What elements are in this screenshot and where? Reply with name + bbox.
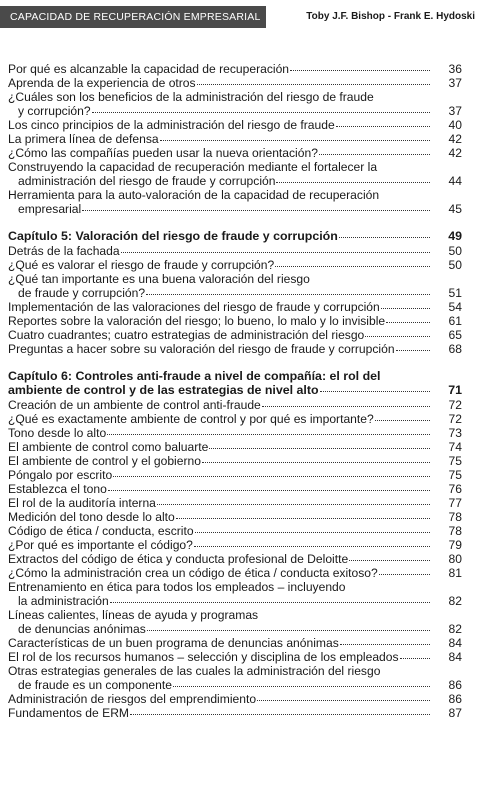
toc-line — [8, 622, 464, 636]
dot-leader — [147, 621, 430, 631]
toc-entry-title: Entrenamiento en ética para todos los empleados – incluyendo — [8, 580, 346, 594]
toc-entry-title: Póngalo por escrito — [8, 468, 113, 482]
toc-line — [8, 244, 464, 258]
page-number: 49 — [448, 229, 462, 243]
toc-entry-title: ¿Qué tan importante es una buena valoración del riesgo — [8, 272, 310, 286]
toc-entry-title: Medición del tono desde lo alto — [8, 510, 175, 524]
toc-line — [8, 160, 464, 174]
dot-leader — [386, 313, 430, 323]
toc-line — [8, 229, 464, 243]
page-number: 82 — [448, 594, 462, 608]
toc-line — [8, 314, 464, 328]
toc-entry — [8, 272, 464, 300]
dot-leader — [365, 327, 430, 337]
toc-entry — [8, 510, 464, 524]
toc-entry — [8, 76, 464, 90]
toc-line — [8, 524, 464, 538]
toc-entry-title: Capítulo 6: Controles anti-fraude a nivel de compañía: el rol del — [8, 369, 381, 383]
toc-entry-title: y corrupción? — [18, 104, 91, 118]
dot-leader — [275, 257, 430, 267]
toc-entry-title: Características de un buen programa de denuncias anónimas — [8, 636, 339, 650]
toc-entry-title: de fraude es un componente — [18, 678, 172, 692]
toc-entry-title: Líneas calientes, líneas de ayuda y programas — [8, 608, 259, 622]
dot-leader — [320, 382, 430, 392]
dot-leader — [209, 439, 430, 449]
dot-leader — [336, 117, 430, 127]
page-number: 44 — [448, 174, 462, 188]
toc-line — [8, 566, 464, 580]
toc-entry — [8, 692, 464, 706]
dot-leader — [319, 145, 430, 155]
page-number: 76 — [448, 482, 462, 496]
page-number: 42 — [448, 132, 462, 146]
toc-entry-title: Extractos del código de ética y conducta profesional de Deloitte — [8, 552, 349, 566]
toc-line — [8, 468, 464, 482]
dot-leader — [157, 495, 430, 505]
toc-entry-title: Detrás de la fachada — [8, 244, 120, 258]
toc-line — [8, 118, 464, 132]
toc-entry-title: Otras estrategias generales de las cuales la administración del riesgo — [8, 664, 381, 678]
dot-leader — [340, 635, 430, 645]
toc-entry-title: ¿Qué es exactamente ambiente de control y por qué es importante? — [8, 412, 374, 426]
toc-entry — [8, 608, 464, 636]
page-number: 50 — [448, 244, 462, 258]
toc-line — [8, 678, 464, 692]
toc-entry-title: Construyendo la capacidad de recuperación mediante el fortalecer la — [8, 160, 378, 174]
toc-line — [8, 300, 464, 314]
page-number: 68 — [448, 342, 462, 356]
toc-entry — [8, 524, 464, 538]
authors: Toby J.F. Bishop - Frank E. Hydoski — [306, 11, 475, 22]
toc-entry — [8, 454, 464, 468]
toc-entry-title: la administración — [18, 594, 109, 608]
toc-line — [8, 496, 464, 510]
page-number: 36 — [448, 62, 462, 76]
toc-entry-title: Preguntas a hacer sobre su valoración del riesgo de fraude y corrupción — [8, 342, 395, 356]
toc-entry — [8, 62, 464, 76]
toc-entry-title: ¿Cuáles son los beneficios de la administración del riesgo de fraude — [8, 90, 374, 104]
toc-entry — [8, 90, 464, 118]
toc-line — [8, 482, 464, 496]
toc-line — [8, 552, 464, 566]
toc-entry-title: ¿Cómo las compañías pueden usar la nueva orientación? — [8, 146, 318, 160]
toc-line — [8, 440, 464, 454]
dot-leader — [107, 425, 430, 435]
dot-leader — [195, 523, 430, 533]
toc-line — [8, 90, 464, 104]
dot-leader — [349, 551, 430, 561]
toc-line — [8, 412, 464, 426]
dot-leader — [396, 341, 430, 351]
toc-line — [8, 580, 464, 594]
dot-leader — [290, 61, 430, 71]
dot-leader — [113, 467, 430, 477]
toc-entry-title: ¿Qué es valorar el riesgo de fraude y corrupción? — [8, 258, 275, 272]
page-number: 37 — [448, 76, 462, 90]
toc-entry-title: La primera línea de defensa — [8, 132, 159, 146]
toc-entry — [8, 132, 464, 146]
page-number: 40 — [448, 118, 462, 132]
toc-entry — [8, 706, 464, 720]
toc-entry-title: Establezca el tono — [8, 482, 107, 496]
toc-line — [8, 188, 464, 202]
dot-leader — [173, 677, 430, 687]
toc-line — [8, 636, 464, 650]
dot-leader — [82, 201, 430, 211]
dot-leader — [194, 537, 430, 547]
toc-entry — [8, 314, 464, 328]
table-of-contents — [8, 62, 464, 720]
dot-leader — [121, 243, 430, 253]
page-number: 75 — [448, 454, 462, 468]
page-number: 37 — [448, 104, 462, 118]
toc-line — [8, 258, 464, 272]
dot-leader — [160, 131, 430, 141]
toc-line — [8, 272, 464, 286]
toc-line — [8, 664, 464, 678]
dot-leader — [381, 299, 430, 309]
dot-leader — [339, 228, 430, 238]
page-number: 65 — [448, 328, 462, 342]
toc-entry — [8, 482, 464, 496]
toc-entry — [8, 650, 464, 664]
toc-line — [8, 146, 464, 160]
dot-leader — [110, 593, 430, 603]
toc-line — [8, 286, 464, 300]
toc-entry-title: ¿Cómo la administración crea un código de ética / conducta exitoso? — [8, 566, 378, 580]
page-number: 54 — [448, 300, 462, 314]
toc-entry — [8, 342, 464, 356]
toc-entry — [8, 538, 464, 552]
toc-line — [8, 398, 464, 412]
dot-leader — [375, 411, 430, 421]
page-number: 74 — [448, 440, 462, 454]
toc-line — [8, 76, 464, 90]
toc-entry-title: El ambiente de control como baluarte — [8, 440, 209, 454]
toc-entry-title: Reportes sobre la valoración del riesgo; lo bueno, lo malo y lo invisible — [8, 314, 386, 328]
page-number: 72 — [448, 412, 462, 426]
dot-leader — [146, 285, 430, 295]
dot-leader — [202, 453, 430, 463]
toc-entry — [8, 118, 464, 132]
toc-entry-title: ¿Por qué es importante el código? — [8, 538, 193, 552]
page-number: 75 — [448, 468, 462, 482]
page-number: 73 — [448, 426, 462, 440]
toc-entry-title: El ambiente de control y el gobierno — [8, 454, 201, 468]
dot-leader — [276, 173, 430, 183]
toc-line — [8, 608, 464, 622]
page-number: 79 — [448, 538, 462, 552]
toc-entry — [8, 440, 464, 454]
toc-entry-title: Creación de un ambiente de control anti-fraude — [8, 398, 261, 412]
toc-entry-title: ambiente de control y de las estrategias de nivel alto — [8, 383, 319, 397]
toc-line — [8, 538, 464, 552]
toc-entry-title: de denuncias anónimas — [18, 622, 146, 636]
toc-entry — [8, 426, 464, 440]
running-title: CAPACIDAD DE RECUPERACIÓN EMPRESARIAL — [0, 6, 266, 28]
page-number: 80 — [448, 552, 462, 566]
toc-entry — [8, 146, 464, 160]
dot-leader — [379, 565, 430, 575]
toc-line — [8, 202, 464, 216]
toc-entry — [8, 398, 464, 412]
page-number: 84 — [448, 636, 462, 650]
toc-line — [8, 706, 464, 720]
page-number: 87 — [448, 706, 462, 720]
page-number: 51 — [448, 286, 462, 300]
dot-leader — [262, 397, 430, 407]
dot-leader — [197, 75, 430, 85]
toc-entry — [8, 496, 464, 510]
toc-entry — [8, 244, 464, 258]
toc-entry — [8, 468, 464, 482]
toc-entry — [8, 580, 464, 608]
toc-entry-title: El rol de la auditoría interna — [8, 496, 156, 510]
toc-line — [8, 426, 464, 440]
page-number: 77 — [448, 496, 462, 510]
toc-entry-title: Tono desde lo alto — [8, 426, 107, 440]
page-number: 42 — [448, 146, 462, 160]
toc-line — [8, 510, 464, 524]
toc-line — [8, 692, 464, 706]
toc-line — [8, 383, 464, 397]
toc-entry-title: Implementación de las valoraciones del riesgo de fraude y corrupción — [8, 300, 380, 314]
page-number: 72 — [448, 398, 462, 412]
dot-leader — [108, 481, 430, 491]
toc-entry — [8, 160, 464, 188]
toc-entry — [8, 328, 464, 342]
toc-entry — [8, 300, 464, 314]
dot-leader — [176, 509, 430, 519]
toc-line — [8, 369, 464, 383]
toc-entry-title: Aprenda de la experiencia de otros — [8, 76, 196, 90]
page-number: 45 — [448, 202, 462, 216]
toc-line — [8, 650, 464, 664]
page-number: 78 — [448, 510, 462, 524]
page-number: 82 — [448, 622, 462, 636]
chapter-entry — [8, 229, 464, 243]
toc-entry-title: Capítulo 5: Valoración del riesgo de fraude y corrupción — [8, 229, 338, 243]
toc-entry — [8, 664, 464, 692]
toc-entry-title: El rol de los recursos humanos – selección y disciplina de los empleados — [8, 650, 399, 664]
toc-line — [8, 174, 464, 188]
page-number: 86 — [448, 692, 462, 706]
toc-entry-title: Código de ética / conducta, escrito — [8, 524, 194, 538]
toc-entry — [8, 188, 464, 216]
toc-entry-title: Los cinco principios de la administración del riesgo de fraude — [8, 118, 335, 132]
toc-entry-title: Herramienta para la auto-valoración de la capacidad de recuperación — [8, 188, 380, 202]
toc-entry-title: Cuatro cuadrantes; cuatro estrategias de administración del riesgo — [8, 328, 365, 342]
toc-line — [8, 342, 464, 356]
toc-entry-title: Por qué es alcanzable la capacidad de recuperación — [8, 62, 290, 76]
running-header — [0, 6, 481, 28]
toc-entry — [8, 412, 464, 426]
toc-line — [8, 104, 464, 118]
toc-entry — [8, 258, 464, 272]
toc-line — [8, 454, 464, 468]
toc-entry-title: Fundamentos de ERM — [8, 706, 129, 720]
page-number: 71 — [448, 383, 462, 397]
chapter-entry — [8, 369, 464, 397]
page-number: 50 — [448, 258, 462, 272]
page-number: 86 — [448, 678, 462, 692]
page-number: 84 — [448, 650, 462, 664]
toc-entry — [8, 636, 464, 650]
toc-line — [8, 594, 464, 608]
toc-line — [8, 132, 464, 146]
toc-entry — [8, 552, 464, 566]
toc-line — [8, 62, 464, 76]
dot-leader — [92, 103, 430, 113]
toc-entry-title: Administración de riesgos del emprendimiento — [8, 692, 257, 706]
dot-leader — [257, 691, 430, 701]
page-number: 78 — [448, 524, 462, 538]
toc-entry — [8, 566, 464, 580]
toc-entry-title: empresarial — [18, 202, 82, 216]
toc-entry-title: administración del riesgo de fraude y corrupción — [18, 174, 276, 188]
page-number: 81 — [448, 566, 462, 580]
page-number: 61 — [448, 314, 462, 328]
dot-leader — [400, 649, 430, 659]
toc-line — [8, 328, 464, 342]
toc-entry-title: de fraude y corrupción? — [18, 286, 146, 300]
dot-leader — [130, 705, 430, 715]
